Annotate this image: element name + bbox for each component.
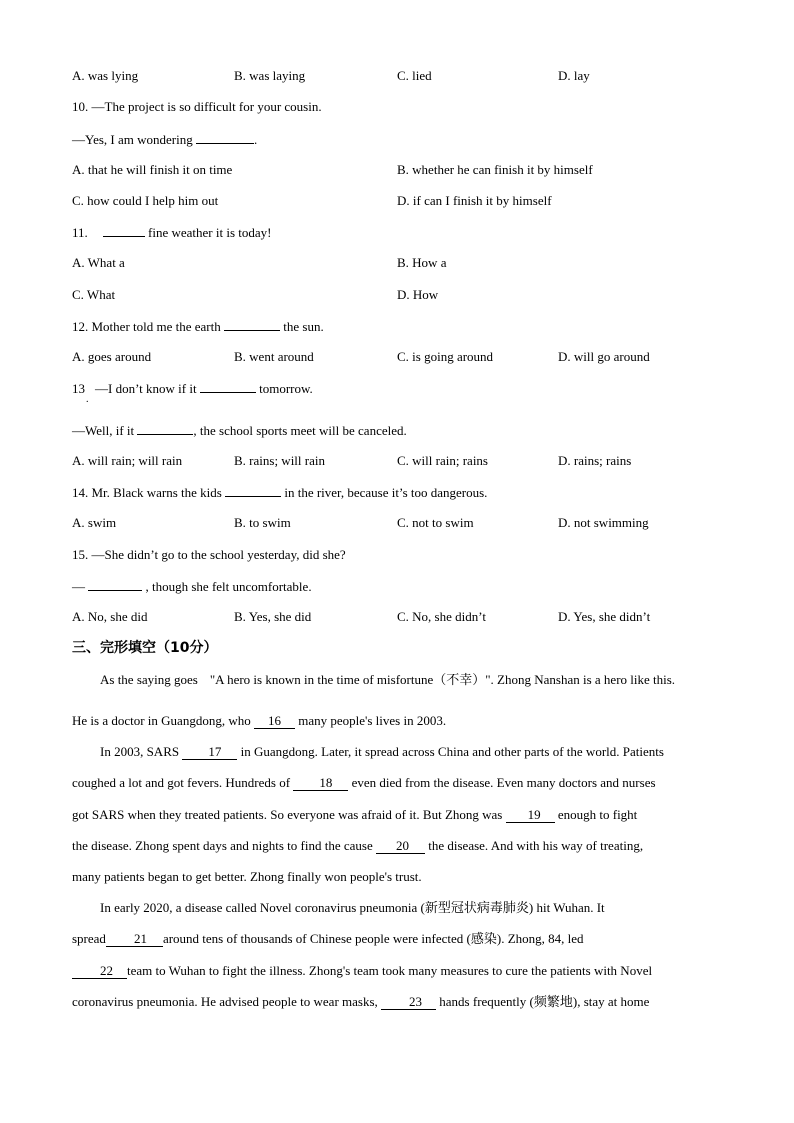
q10-option-a[interactable]: A. that he will finish it on time bbox=[72, 162, 233, 177]
cloze-text: In 2003, SARS bbox=[100, 744, 183, 759]
cloze-text: got SARS when they treated patients. So everyone was afraid of it. But Zhong was bbox=[72, 807, 506, 822]
answer-blank[interactable] bbox=[200, 380, 256, 393]
q10-line2 bbox=[72, 131, 257, 148]
q10-line2-pre: —Yes, I am wondering bbox=[72, 132, 196, 147]
q12-option-b[interactable]: B. went around bbox=[234, 349, 314, 364]
answer-blank[interactable] bbox=[225, 484, 281, 497]
q13-stem bbox=[72, 380, 313, 397]
q12-option-d[interactable]: D. will go around bbox=[558, 349, 650, 364]
cloze-text: enough to fight bbox=[554, 807, 638, 822]
cloze-p3-line2 bbox=[72, 931, 722, 947]
cloze-text: coughed a lot and got fevers. Hundreds of bbox=[72, 775, 294, 790]
cloze-text: spread bbox=[72, 931, 106, 946]
q12-stem bbox=[72, 318, 324, 335]
q15-line2 bbox=[72, 578, 312, 595]
cloze-p2-line2 bbox=[72, 775, 722, 791]
q13-option-c[interactable]: C. will rain; rains bbox=[397, 453, 488, 468]
q11-option-b[interactable]: B. How a bbox=[397, 255, 447, 270]
q9-option-c[interactable]: C. lied bbox=[397, 68, 432, 83]
q10-option-b[interactable]: B. whether he can finish it by himself bbox=[397, 162, 593, 177]
q12-stem-post: the sun. bbox=[280, 319, 324, 334]
cloze-p1-line2 bbox=[72, 713, 722, 729]
cloze-text: many people's lives in 2003. bbox=[294, 713, 447, 728]
cloze-p1-line1 bbox=[100, 672, 750, 688]
q14-option-a[interactable]: A. swim bbox=[72, 515, 117, 530]
q15-stem: 15. —She didn’t go to the school yesterday, did she? bbox=[72, 547, 346, 562]
blank-17[interactable]: 17 bbox=[182, 745, 237, 760]
cloze-p3-line3 bbox=[72, 963, 722, 979]
q10-line2-post: . bbox=[253, 132, 258, 147]
q11-option-a[interactable]: A. What a bbox=[72, 255, 125, 270]
q14-option-b[interactable]: B. to swim bbox=[234, 515, 291, 530]
q14-option-d[interactable]: D. not swimming bbox=[558, 515, 649, 530]
q12-stem-pre: 12. Mother told me the earth bbox=[72, 319, 224, 334]
answer-blank[interactable] bbox=[137, 422, 193, 435]
cloze-p3-line4 bbox=[72, 994, 722, 1010]
q11-stem bbox=[72, 224, 272, 241]
q15-option-c[interactable]: C. No, she didn’t bbox=[397, 609, 486, 624]
q10-option-c[interactable]: C. how could I help him out bbox=[72, 193, 219, 208]
q13-option-d[interactable]: D. rains; rains bbox=[558, 453, 632, 468]
q9-option-d[interactable]: D. lay bbox=[558, 68, 590, 83]
q14-stem bbox=[72, 484, 487, 501]
cloze-text: As the saying goes bbox=[100, 672, 198, 687]
q9-option-b[interactable]: B. was laying bbox=[234, 68, 306, 83]
cloze-p2-line5: many patients began to get better. Zhong finally won people's trust. bbox=[72, 869, 422, 884]
cloze-text: hands frequently (频繁地), stay at home bbox=[436, 994, 650, 1009]
q12-option-c[interactable]: C. is going around bbox=[397, 349, 494, 364]
q12-option-a[interactable]: A. goes around bbox=[72, 349, 152, 364]
q14-stem-pre: 14. Mr. Black warns the kids bbox=[72, 485, 226, 500]
q11-stem-post: fine weather it is today! bbox=[144, 225, 272, 240]
cloze-p2-line3 bbox=[72, 807, 722, 823]
q15-line2-pre: — bbox=[72, 579, 89, 594]
q13-dot: . bbox=[86, 394, 89, 405]
blank-18[interactable]: 18 bbox=[293, 776, 348, 791]
q9-option-a[interactable]: A. was lying bbox=[72, 68, 139, 83]
blank-19[interactable]: 19 bbox=[506, 808, 555, 823]
q14-stem-post: in the river, because it’s too dangerous. bbox=[281, 485, 488, 500]
q15-line2-post: , though she felt uncomfortable. bbox=[142, 579, 312, 594]
cloze-text: team to Wuhan to fight the illness. Zhong's team took many measures to cure the patients with Novel bbox=[127, 963, 653, 978]
q14-option-c[interactable]: C. not to swim bbox=[397, 515, 474, 530]
cloze-text: coronavirus pneumonia. He advised people to wear masks, bbox=[72, 994, 382, 1009]
answer-blank[interactable] bbox=[103, 224, 145, 237]
cloze-text: "A hero is known in the time of misfortune（不幸）". Zhong Nanshan is a hero like this. bbox=[209, 672, 676, 687]
q13-option-a[interactable]: A. will rain; will rain bbox=[72, 453, 183, 468]
q10-stem: 10. —The project is so difficult for your cousin. bbox=[72, 99, 322, 114]
blank-16[interactable]: 16 bbox=[254, 714, 295, 729]
q11-number: 11. bbox=[72, 225, 88, 240]
cloze-text: around tens of thousands of Chinese people were infected (感染). Zhong, 84, led bbox=[162, 931, 584, 946]
q13-stem-post: tomorrow. bbox=[255, 381, 313, 396]
cloze-p2-line4 bbox=[72, 838, 722, 854]
q15-option-b[interactable]: B. Yes, she did bbox=[234, 609, 312, 624]
blank-23[interactable]: 23 bbox=[381, 995, 436, 1010]
cloze-text: the disease. Zhong spent days and nights to find the cause bbox=[72, 838, 376, 853]
q15-option-a[interactable]: A. No, she did bbox=[72, 609, 148, 624]
q13-line2-post: , the school sports meet will be canceled. bbox=[193, 423, 407, 438]
q10-option-d[interactable]: D. if can I finish it by himself bbox=[397, 193, 552, 208]
q11-option-c[interactable]: C. What bbox=[72, 287, 116, 302]
answer-blank[interactable] bbox=[224, 318, 280, 331]
blank-20[interactable]: 20 bbox=[376, 839, 425, 854]
section-heading: 三、完形填空（10分） bbox=[72, 640, 218, 656]
cloze-p3-line1: In early 2020, a disease called Novel coronavirus pneumonia (新型冠状病毒肺炎) hit Wuhan. It bbox=[100, 900, 605, 915]
cloze-p2-line1 bbox=[100, 744, 750, 760]
blank-22[interactable]: 22 bbox=[72, 964, 127, 979]
q13-option-b[interactable]: B. rains; will rain bbox=[234, 453, 325, 468]
q13-number: 13 bbox=[72, 381, 85, 396]
cloze-text: even died from the disease. Even many doctors and nurses bbox=[348, 775, 656, 790]
q11-option-d[interactable]: D. How bbox=[397, 287, 439, 302]
answer-blank[interactable] bbox=[196, 131, 254, 144]
cloze-text: the disease. And with his way of treating, bbox=[425, 838, 644, 853]
cloze-text: in Guangdong. Later, it spread across China and other parts of the world. Patients bbox=[237, 744, 664, 759]
q13-stem-pre: —I don’t know if it bbox=[95, 381, 200, 396]
blank-21[interactable]: 21 bbox=[106, 932, 163, 947]
answer-blank[interactable] bbox=[88, 578, 142, 591]
q13-line2 bbox=[72, 422, 407, 439]
cloze-text: He is a doctor in Guangdong, who bbox=[72, 713, 254, 728]
q15-option-d[interactable]: D. Yes, she didn’t bbox=[558, 609, 651, 624]
q13-line2-pre: —Well, if it bbox=[72, 423, 138, 438]
